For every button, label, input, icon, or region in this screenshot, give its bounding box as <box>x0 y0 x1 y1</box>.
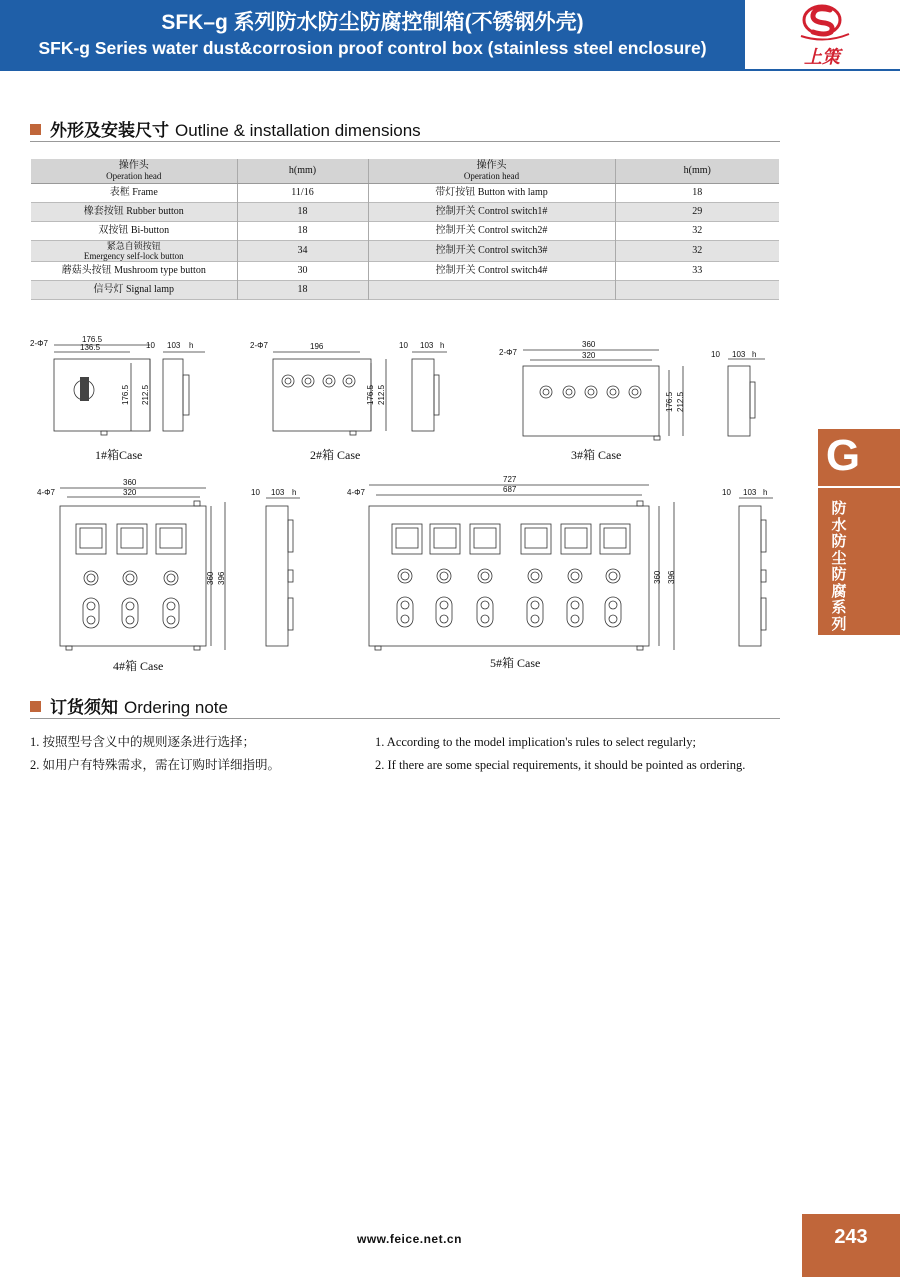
case4-caption: 4#箱 Case <box>113 659 164 673</box>
case5-w2-label: 687 <box>503 485 517 494</box>
table-header-cell: 操作头 Operation head <box>368 159 615 184</box>
section-title-en: Outline & installation dimensions <box>175 121 421 140</box>
page-number: 243 <box>802 1214 900 1277</box>
case4-w2-label: 320 <box>123 488 137 497</box>
case4-h2-label: 396 <box>217 571 226 585</box>
case3-side-view <box>711 350 765 436</box>
case4-depth2-label: 103 <box>271 488 285 497</box>
case3-w2-label: 320 <box>582 351 596 360</box>
case1-depth-label: 10 <box>146 341 155 350</box>
table-cell: 33 <box>615 262 779 281</box>
table-cell: 带灯按钮 Button with lamp <box>368 184 615 203</box>
case5-h1-label: 360 <box>653 570 662 584</box>
title-cn: SFK–g 系列防水防尘防腐控制箱(不锈钢外壳) <box>161 11 584 34</box>
table-cell: 18 <box>237 203 368 222</box>
table-cell: 32 <box>615 241 779 262</box>
case2-front-view <box>250 341 386 435</box>
table-cell: 双按钮 Bi-button <box>31 222 237 241</box>
table-cell: 控制开关 Control switch4# <box>368 262 615 281</box>
table-cell: 表框 Frame <box>31 184 237 203</box>
table-cell: 18 <box>237 222 368 241</box>
table-cell: 紧急自锁按钮 Emergency self-lock button <box>31 241 237 262</box>
table-cell: 18 <box>237 281 368 300</box>
table-cell: 29 <box>615 203 779 222</box>
case5-caption: 5#箱 Case <box>490 656 541 670</box>
note-item: 1. According to the model implication's rules to select regularly; <box>375 735 696 749</box>
notes-en <box>375 731 745 777</box>
table-cell: 控制开关 Control switch1# <box>368 203 615 222</box>
table-cell: 11/16 <box>237 184 368 203</box>
footer-url[interactable]: www.feice.net.cn <box>357 1232 462 1246</box>
case4-front-view <box>37 478 226 650</box>
case1-h2-label: 212.5 <box>141 384 150 405</box>
case2-side-view <box>399 341 447 431</box>
case5-h-label: h <box>763 488 768 497</box>
case2-caption: 2#箱 Case <box>310 448 361 462</box>
section-title-ordering <box>30 693 228 718</box>
case5-depth-label: 10 <box>722 488 731 497</box>
case1-hole-label: 2-Φ7 <box>30 339 48 348</box>
case2-h2-label: 212.5 <box>377 384 386 405</box>
side-tab-text: 防水防尘防腐系列 <box>831 500 847 633</box>
case4-h1-label: 360 <box>206 571 215 585</box>
table-cell: 信号灯 Signal lamp <box>31 281 237 300</box>
table-cell: 18 <box>615 184 779 203</box>
table-header-cell: h(mm) <box>237 159 368 184</box>
case5-front-view <box>347 475 676 650</box>
section-title-en: Ordering note <box>124 698 228 717</box>
case4-side-view <box>251 488 300 646</box>
section-rule <box>30 718 780 719</box>
table-cell: 控制开关 Control switch2# <box>368 222 615 241</box>
case1-depth2-label: 103 <box>167 341 181 350</box>
case2-h-label: h <box>440 341 445 350</box>
case2-depth-label: 10 <box>399 341 408 350</box>
case5-depth2-label: 103 <box>743 488 757 497</box>
case4-h-label: h <box>292 488 297 497</box>
meter-icon <box>76 524 186 554</box>
case2-h1-label: 176.5 <box>366 384 375 405</box>
table-cell: 蘑菇头按钮 Mushroom type button <box>31 262 237 281</box>
case1-side-view <box>146 341 205 431</box>
case5-h2-label: 396 <box>667 570 676 584</box>
case2-depth2-label: 103 <box>420 341 434 350</box>
case1-w1-label: 176.5 <box>82 335 103 344</box>
case1-front-view <box>30 335 150 435</box>
note-item: 2. 如用户有特殊需求，需在订购时详细指明。 <box>30 758 281 772</box>
case3-front-view <box>499 340 685 440</box>
case1-caption: 1#箱Case <box>95 448 143 462</box>
case2-hole-label: 2-Φ7 <box>250 341 268 350</box>
side-tab-band <box>818 486 900 488</box>
case4-hole-label: 4-Φ7 <box>37 488 55 497</box>
table-cell: 32 <box>615 222 779 241</box>
case3-h-label: h <box>752 350 757 359</box>
case3-w1-label: 360 <box>582 340 596 349</box>
table-header-cell: 操作头 Operation head <box>31 159 237 184</box>
table-header-cell: h(mm) <box>615 159 779 184</box>
case2-w1-label: 196 <box>310 342 324 351</box>
section-title-cn: 外形及安装尺寸 <box>50 121 169 140</box>
bullet-square-icon <box>30 701 41 712</box>
logo-text: 上策 <box>804 47 840 68</box>
case1-h1-label: 176.5 <box>121 384 130 405</box>
notes-cn <box>30 731 280 777</box>
case5-hole-label: 4-Φ7 <box>347 488 365 497</box>
table-cell: 30 <box>237 262 368 281</box>
side-tab-letter: G <box>825 431 861 480</box>
table-cell: 控制开关 Control switch3# <box>368 241 615 262</box>
case5-side-view <box>722 488 773 646</box>
case3-depth2-label: 103 <box>732 350 746 359</box>
case3-h1-label: 176.5 <box>665 391 674 412</box>
case5-w1-label: 727 <box>503 475 517 484</box>
case1-w2-label: 136.5 <box>80 343 101 352</box>
case1-h-label: h <box>189 341 194 350</box>
case3-h2-label: 212.5 <box>676 391 685 412</box>
case3-caption: 3#箱 Case <box>571 448 622 462</box>
section-title-cn: 订货须知 <box>50 698 118 717</box>
case4-depth-label: 10 <box>251 488 260 497</box>
case3-depth-label: 10 <box>711 350 720 359</box>
title-en: SFK-g Series water dust&corrosion proof control box (stainless steel enclosure) <box>38 38 707 58</box>
case4-w1-label: 360 <box>123 478 137 487</box>
note-item: 1. 按照型号含义中的规则逐条进行选择； <box>30 735 256 749</box>
case3-hole-label: 2-Φ7 <box>499 348 517 357</box>
side-tab <box>818 429 900 635</box>
table-cell: 34 <box>237 241 368 262</box>
table-cell: 橡套按钮 Rubber button <box>31 203 237 222</box>
note-item: 2. If there are some special requirements, it should be pointed as ordering. <box>375 758 746 772</box>
